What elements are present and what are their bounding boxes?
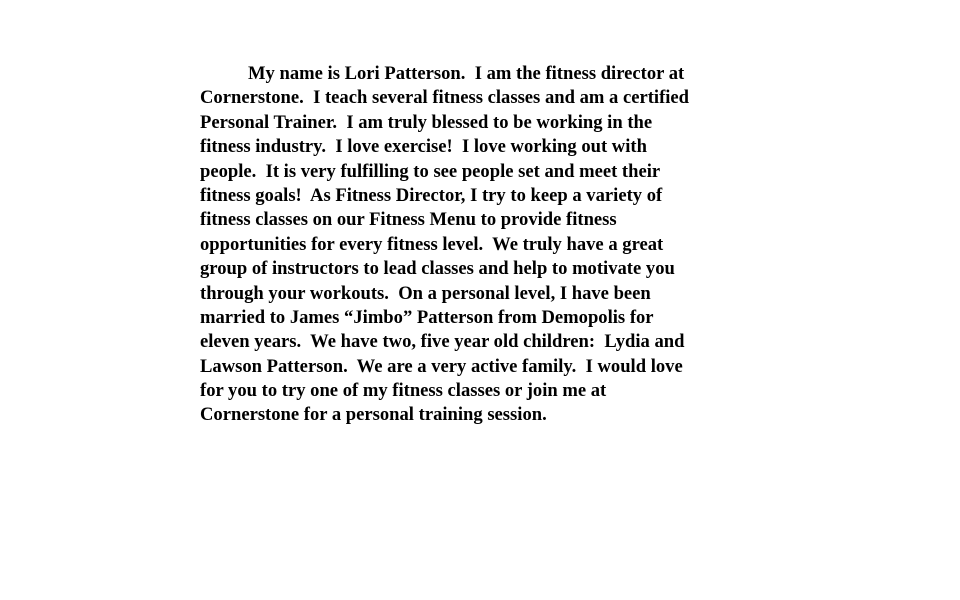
bio-paragraph (200, 62, 770, 428)
bio-line: Cornerstone for a personal training session. (200, 404, 547, 426)
bio-line: fitness classes on our Fitness Menu to provide fitness (200, 209, 617, 231)
bio-line: through your workouts. On a personal level, I have been (200, 282, 651, 304)
bio-line: for you to try one of my fitness classes or join me at (200, 380, 607, 402)
bio-line: Lawson Patterson. We are a very active family. I would love (200, 355, 683, 377)
bio-line: Personal Trainer. I am truly blessed to be working in the (200, 111, 653, 133)
bio-line: group of instructors to lead classes and help to motivate you (200, 258, 675, 280)
bio-line: fitness goals! As Fitness Director, I try to keep a variety of (200, 184, 663, 206)
bio-line: people. It is very fulfilling to see people set and meet their (200, 160, 661, 182)
bio-line: married to James “Jimbo” Patterson from Demopolis for (200, 306, 654, 328)
bio-line: My name is Lori Patterson. I am the fitness director at (248, 63, 685, 84)
bio-line: Cornerstone. I teach several fitness classes and am a certified (200, 87, 690, 109)
bio-line: eleven years. We have two, five year old children: Lydia and (200, 331, 685, 353)
bio-line: opportunities for every fitness level. We truly have a great (200, 233, 664, 255)
bio-line: fitness industry. I love exercise! I love working out with (200, 136, 647, 158)
